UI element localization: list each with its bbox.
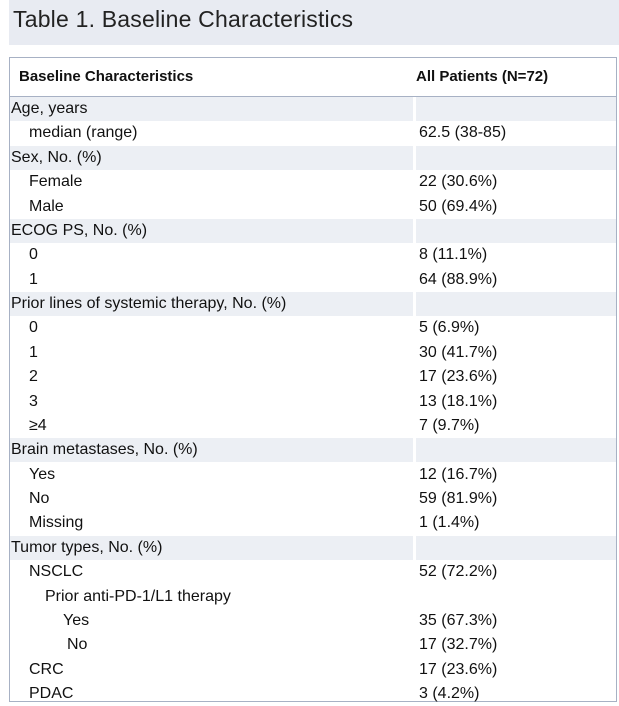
row-label: No (67, 636, 88, 654)
row-label: 1 (29, 343, 38, 361)
row-value: 8 (11.1%) (419, 246, 488, 264)
table-header-row (10, 58, 616, 97)
row-label: ≥4 (29, 416, 47, 434)
row-value: 62.5 (38-85) (419, 124, 507, 142)
row-value: 5 (6.9%) (419, 319, 480, 337)
row-value: 52 (72.2%) (419, 563, 498, 581)
row-value: 12 (16.7%) (419, 465, 498, 483)
section-label: Brain metastases, No. (%) (11, 441, 198, 459)
table-row (10, 585, 616, 609)
row-value: 64 (88.9%) (419, 270, 498, 288)
row-label: No (29, 490, 50, 508)
row-label: 0 (29, 246, 38, 264)
table-row (10, 390, 616, 414)
table-row (10, 560, 616, 584)
header-all-patients: All Patients (N=72) (416, 68, 549, 85)
row-value: 17 (32.7%) (419, 636, 498, 654)
section-row (10, 97, 616, 121)
column-separator (413, 536, 416, 560)
row-label: Yes (63, 611, 90, 629)
row-label: 3 (29, 392, 38, 410)
row-label: 2 (29, 368, 38, 386)
table-row (10, 487, 616, 511)
section-label: Age, years (11, 100, 88, 117)
table-row (10, 268, 616, 292)
row-value: 30 (41.7%) (419, 343, 498, 361)
column-separator (413, 146, 416, 170)
table-row (10, 195, 616, 219)
table-row (10, 463, 616, 487)
column-separator (413, 292, 416, 316)
row-label: Prior anti-PD-1/L1 therapy (45, 587, 231, 605)
section-row (10, 219, 616, 243)
section-row (10, 536, 616, 560)
row-value: 1 (1.4%) (419, 514, 480, 532)
column-separator (413, 97, 416, 121)
row-label: Male (29, 197, 64, 215)
row-label: Yes (29, 465, 56, 483)
row-value: 59 (81.9%) (419, 490, 498, 508)
row-value: 3 (4.2%) (419, 685, 480, 703)
row-label: PDAC (29, 685, 74, 703)
table-row (10, 121, 616, 145)
row-value: 17 (23.6%) (419, 660, 498, 678)
row-label: 1 (29, 270, 38, 288)
section-label: Prior lines of systemic therapy, No. (%) (11, 295, 287, 313)
column-separator (413, 438, 416, 462)
section-label: Tumor types, No. (%) (11, 538, 163, 556)
table-row (10, 633, 616, 657)
table-row (10, 414, 616, 438)
table-row (10, 609, 616, 633)
row-label: CRC (29, 660, 64, 678)
row-label: median (range) (29, 124, 138, 142)
row-value: 7 (9.7%) (419, 416, 480, 434)
table-row (10, 511, 616, 535)
row-value: 35 (67.3%) (419, 611, 498, 629)
section-row (10, 438, 616, 462)
header-characteristics: Baseline Characteristics (19, 68, 194, 85)
row-value: 22 (30.6%) (419, 173, 498, 191)
table-row (10, 341, 616, 365)
section-label: ECOG PS, No. (%) (11, 221, 148, 239)
row-label: Female (29, 173, 83, 191)
row-label: Missing (29, 514, 84, 532)
title-bar (9, 0, 619, 45)
baseline-table (9, 57, 617, 702)
row-value: 13 (18.1%) (419, 392, 498, 410)
table-title: Table 1. Baseline Characteristics (13, 6, 354, 32)
table-row (10, 170, 616, 194)
table-row (10, 316, 616, 340)
section-label: Sex, No. (%) (11, 148, 102, 166)
table-row (10, 243, 616, 267)
table-row (10, 365, 616, 389)
section-row (10, 292, 616, 316)
column-separator (413, 219, 416, 243)
table-row (10, 682, 616, 706)
row-label: NSCLC (29, 563, 84, 581)
row-value: 50 (69.4%) (419, 197, 498, 215)
section-row (10, 146, 616, 170)
table-row (10, 658, 616, 682)
row-label: 0 (29, 319, 38, 337)
row-value: 17 (23.6%) (419, 368, 498, 386)
